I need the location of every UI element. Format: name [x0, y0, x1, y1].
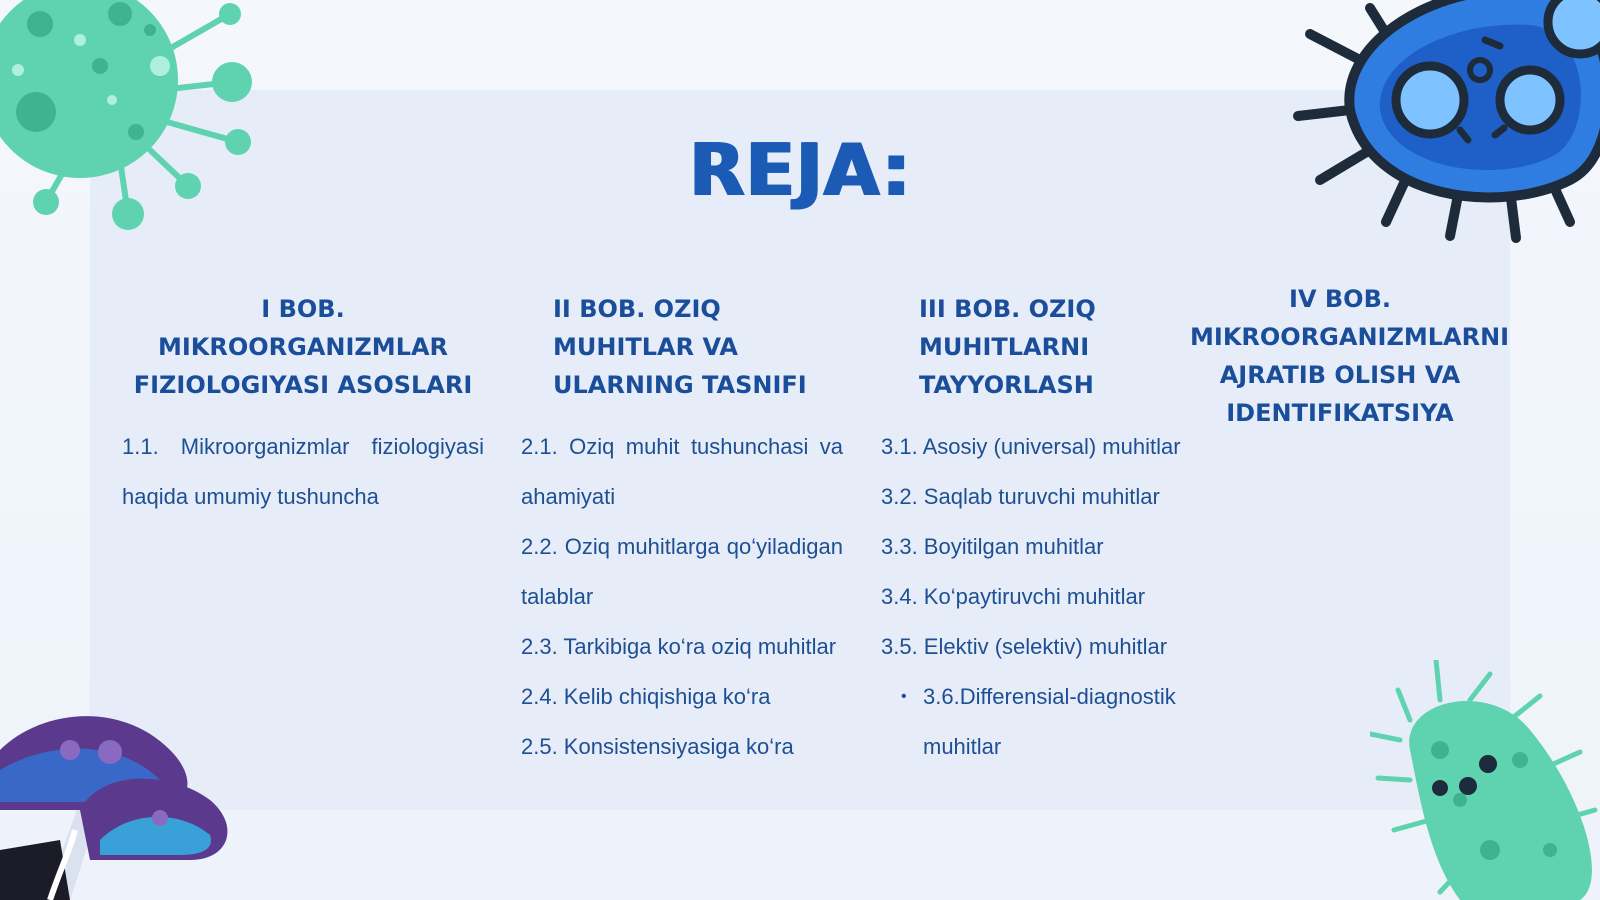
chapter-4-heading [1190, 280, 1510, 432]
bulleted-list-item [881, 672, 1199, 772]
list-item: 3.2. Saqlab turuvchi muhitlar [881, 484, 1160, 509]
chapter-4-heading-line: AJRATIB OLISH VA [1219, 361, 1461, 389]
chapter-2-heading [521, 290, 843, 404]
chapter-3-heading-line: TAYYORLASH [919, 371, 1094, 399]
chapter-4 [1190, 280, 1510, 432]
mushroom-icon [0, 710, 240, 900]
chapter-1 [122, 290, 484, 522]
chapter-3 [881, 290, 1199, 772]
list-item: 2.1. Oziq muhit tushunchasi va ahamiyati [521, 434, 843, 509]
list-item: 3.1. Asosiy (universal) muhitlar [881, 434, 1181, 459]
chapter-4-heading-line: IV BOB. [1289, 285, 1391, 313]
chapter-1-heading-line: MIKROORGANIZMLAR [157, 333, 449, 361]
list-item: 2.2. Oziq muhitlarga qo‘yiladigan talablar [521, 534, 843, 609]
bacillus-icon [1370, 660, 1600, 900]
chapter-2-heading-line: MUHITLAR VA [553, 333, 738, 361]
chapter-3-heading-line: III BOB. OZIQ [919, 295, 1096, 323]
list-item: 1.1. Mikroorganizmlar fiziologiyasi haqida umumiy tushuncha [122, 434, 484, 509]
chapter-1-items [122, 422, 484, 522]
list-item: 3.5. Elektiv (selektiv) muhitlar [881, 634, 1168, 659]
bacterium-icon [1290, 0, 1600, 250]
list-item: 3.3. Boyitilgan muhitlar [881, 534, 1104, 559]
chapter-1-heading-line: I BOB. [261, 295, 345, 323]
slide-title: REJA: [688, 128, 912, 212]
chapter-3-heading [881, 290, 1199, 404]
chapter-2 [521, 290, 843, 772]
chapter-2-heading-line: ULARNING TASNIFI [553, 371, 807, 399]
bullet-icon: • [901, 688, 907, 705]
chapter-1-heading-line: FIZIOLOGIYASI ASOSLARI [133, 371, 473, 399]
list-item: 3.4. Ko‘paytiruvchi muhitlar [881, 584, 1146, 609]
list-item: 2.5. Konsistensiyasiga ko‘ra [521, 734, 794, 759]
chapter-4-heading-line: IDENTIFIKATSIYA [1226, 399, 1454, 427]
chapter-1-heading [122, 290, 484, 404]
bulleted-item-text: 3.6.Differensial-diagnostik muhitlar [923, 684, 1176, 759]
chapter-3-items [881, 422, 1199, 772]
list-item: 2.4. Kelib chiqishiga ko‘ra [521, 684, 771, 709]
list-item: 2.3. Tarkibiga ko‘ra oziq muhitlar [521, 634, 837, 659]
chapter-2-items [521, 422, 843, 772]
chapter-3-heading-line: MUHITLARNI [919, 333, 1090, 361]
chapter-2-heading-line: II BOB. OZIQ [553, 295, 721, 323]
chapter-4-heading-line: MIKROORGANIZMLARNI [1190, 323, 1510, 351]
